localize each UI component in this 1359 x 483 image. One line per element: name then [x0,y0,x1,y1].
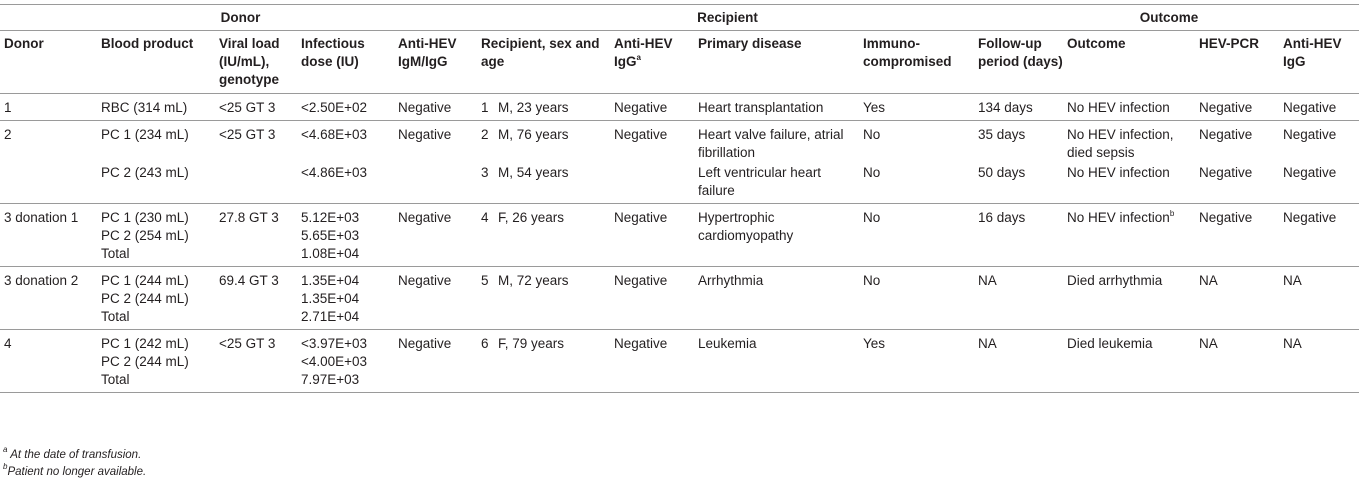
group-donor: Donor [0,5,477,31]
cell-donor: 4 [0,330,97,393]
cell-anti-hev-igm-igg: Negative [394,204,477,267]
cell-primary-disease: Heart valve failure, atrial fibrillation [698,127,844,160]
cell-infectious-dose: <2.50E+02 [297,94,394,121]
cell-anti-hev-igg-outcome: NA [1279,267,1359,330]
col-recipient-sex-age: Recipient, sex and age [477,31,610,94]
col-follow-up: Follow-up period (days) [974,31,1063,94]
cell-recipient-no: 4 [477,204,494,267]
cell-anti-hev-igg-outcome: Negative [1283,127,1337,142]
footnote-a-text: At the date of transfusion. [7,449,142,461]
cell-infectious-dose: 5.12E+03 5.65E+03 1.08E+04 [297,204,394,267]
cell-viral-load: 27.8 GT 3 [215,204,297,267]
group-header-row [0,5,1359,31]
col-donor: Donor [0,31,97,94]
table-row [0,121,1359,163]
group-recipient: Recipient [477,5,974,31]
cell-hev-pcr: Negative [1195,162,1279,204]
cell-anti-hev-igg: Negative [614,127,668,142]
col-anti-hev-igg-outcome: Anti-HEV IgG [1279,31,1359,94]
cell-anti-hev-igg: Negative [610,94,694,121]
cell-blood-product: PC 1 (234 mL) [101,127,189,142]
cell-recipient-sex-age: M, 23 years [494,94,610,121]
cell-anti-hev-igg-outcome: Negative [1279,162,1359,204]
table-row [0,162,1359,204]
cell-follow-up: 16 days [974,204,1063,267]
cell-recipient-no: 1 [477,94,494,121]
cell-infectious-dose: <4.68E+03 [301,127,368,142]
table-row [0,94,1359,121]
cell-recipient-sex-age: F, 26 years [494,204,610,267]
cell-recipient-sex-age: F, 79 years [494,330,610,393]
footnote-b-text: Patient no longer available. [7,466,147,478]
table-footnotes [3,447,146,481]
col-blood-product: Blood product [97,31,215,94]
cell-follow-up: 35 days [978,127,1026,142]
cell-outcome: No HEV infection [1063,162,1195,204]
footnote-b-mark: b [3,462,8,472]
cell-hev-pcr: Negative [1199,127,1253,142]
cell-donor [0,162,97,204]
cell-infectious-dose: <4.86E+03 [297,162,394,204]
cell-immunocompromised: Yes [859,330,974,393]
footnote-b-marker: b [1169,208,1175,218]
cell-viral-load: <25 GT 3 [219,127,276,142]
cell-immunocompromised: No [859,204,974,267]
cell-hev-pcr: Negative [1195,204,1279,267]
cell-anti-hev-igg-outcome: NA [1279,330,1359,393]
col-infectious-dose: Infectious dose (IU) [297,31,394,94]
cell-outcome: Died leukemia [1063,330,1195,393]
table-row [0,330,1359,393]
cell-blood-product: PC 1 (244 mL) PC 2 (244 mL) Total [97,267,215,330]
cell-viral-load: 69.4 GT 3 [215,267,297,330]
cell-anti-hev-igg: Negative [610,330,694,393]
cell-immunocompromised: No [859,267,974,330]
cell-anti-hev-igg [610,162,694,204]
cell-recipient-no: 6 [477,330,494,393]
cell-anti-hev-igm-igg: Negative [394,330,477,393]
cell-recipient-sex-age: M, 76 years [498,127,569,142]
cell-primary-disease: Heart transplantation [694,94,859,121]
cell-outcome: No HEV infection, died sepsis [1067,127,1174,160]
cell-follow-up: 50 days [974,162,1063,204]
cell-donor: 1 [0,94,97,121]
cell-follow-up: NA [974,330,1063,393]
cell-hev-pcr: NA [1195,330,1279,393]
cell-anti-hev-igm-igg: Negative [398,127,452,142]
cell-donor: 3 donation 1 [0,204,97,267]
cell-infectious-dose: 1.35E+04 1.35E+04 2.71E+04 [297,267,394,330]
cell-anti-hev-igg: Negative [610,204,694,267]
cell-donor: 3 donation 2 [0,267,97,330]
cell-primary-disease: Leukemia [694,330,859,393]
footnote-a-marker: a [636,52,641,62]
cell-donor: 2 [4,127,12,142]
cell-viral-load [215,162,297,204]
footnote-a-mark: a [3,445,8,455]
cell-hev-pcr: Negative [1195,94,1279,121]
col-anti-hev-igm-igg: Anti-HEV IgM/IgG [394,31,477,94]
cell-outcome: Died arrhythmia [1063,267,1195,330]
cell-immunocompromised: No [863,127,881,142]
cell-recipient-no: 5 [477,267,494,330]
col-viral-load: Viral load (IU/mL), genotype [215,31,297,94]
col-immunocompromised: Immuno-compromised [859,31,974,94]
cell-recipient-no: 3 [477,162,494,204]
cell-infectious-dose: <3.97E+03 <4.00E+03 7.97E+03 [297,330,394,393]
table-row [0,204,1359,267]
col-anti-hev-igg-label: Anti-HEV IgG [614,36,673,69]
cell-blood-product: PC 2 (243 mL) [97,162,215,204]
table-row [0,267,1359,330]
cell-recipient-no: 2 [481,127,489,142]
col-anti-hev-igg [610,31,694,94]
cell-follow-up: NA [974,267,1063,330]
cell-primary-disease: Hypertrophic cardiomyopathy [694,204,859,267]
cell-viral-load: <25 GT 3 [215,330,297,393]
cell-anti-hev-igm-igg: Negative [394,94,477,121]
hev-transfusion-table [0,4,1359,393]
cell-hev-pcr: NA [1195,267,1279,330]
cell-primary-disease: Left ventricular heart failure [694,162,859,204]
footnote-a [3,447,146,464]
cell-outcome: No HEV infection [1063,94,1195,121]
cell-anti-hev-igg: Negative [610,267,694,330]
cell-anti-hev-igm-igg [394,162,477,204]
cell-immunocompromised: No [859,162,974,204]
cell-follow-up: 134 days [974,94,1063,121]
footnote-b [3,464,146,481]
col-primary-disease: Primary disease [694,31,859,94]
cell-viral-load: <25 GT 3 [215,94,297,121]
cell-recipient-sex-age: M, 72 years [494,267,610,330]
col-hev-pcr: HEV-PCR [1195,31,1279,94]
cell-anti-hev-igg-outcome: Negative [1279,94,1359,121]
column-header-row [0,31,1359,94]
cell-blood-product: PC 1 (242 mL) PC 2 (244 mL) Total [97,330,215,393]
cell-primary-disease: Arrhythmia [694,267,859,330]
cell-outcome-text: No HEV infection [1067,210,1170,225]
cell-anti-hev-igm-igg: Negative [394,267,477,330]
data-table-container [0,4,1359,393]
cell-blood-product: RBC (314 mL) [97,94,215,121]
group-outcome: Outcome [974,5,1359,31]
cell-recipient-sex-age: M, 54 years [494,162,610,204]
col-outcome: Outcome [1063,31,1195,94]
cell-outcome [1063,204,1195,267]
cell-blood-product: PC 1 (230 mL) PC 2 (254 mL) Total [97,204,215,267]
cell-anti-hev-igg-outcome: Negative [1279,204,1359,267]
cell-immunocompromised: Yes [859,94,974,121]
